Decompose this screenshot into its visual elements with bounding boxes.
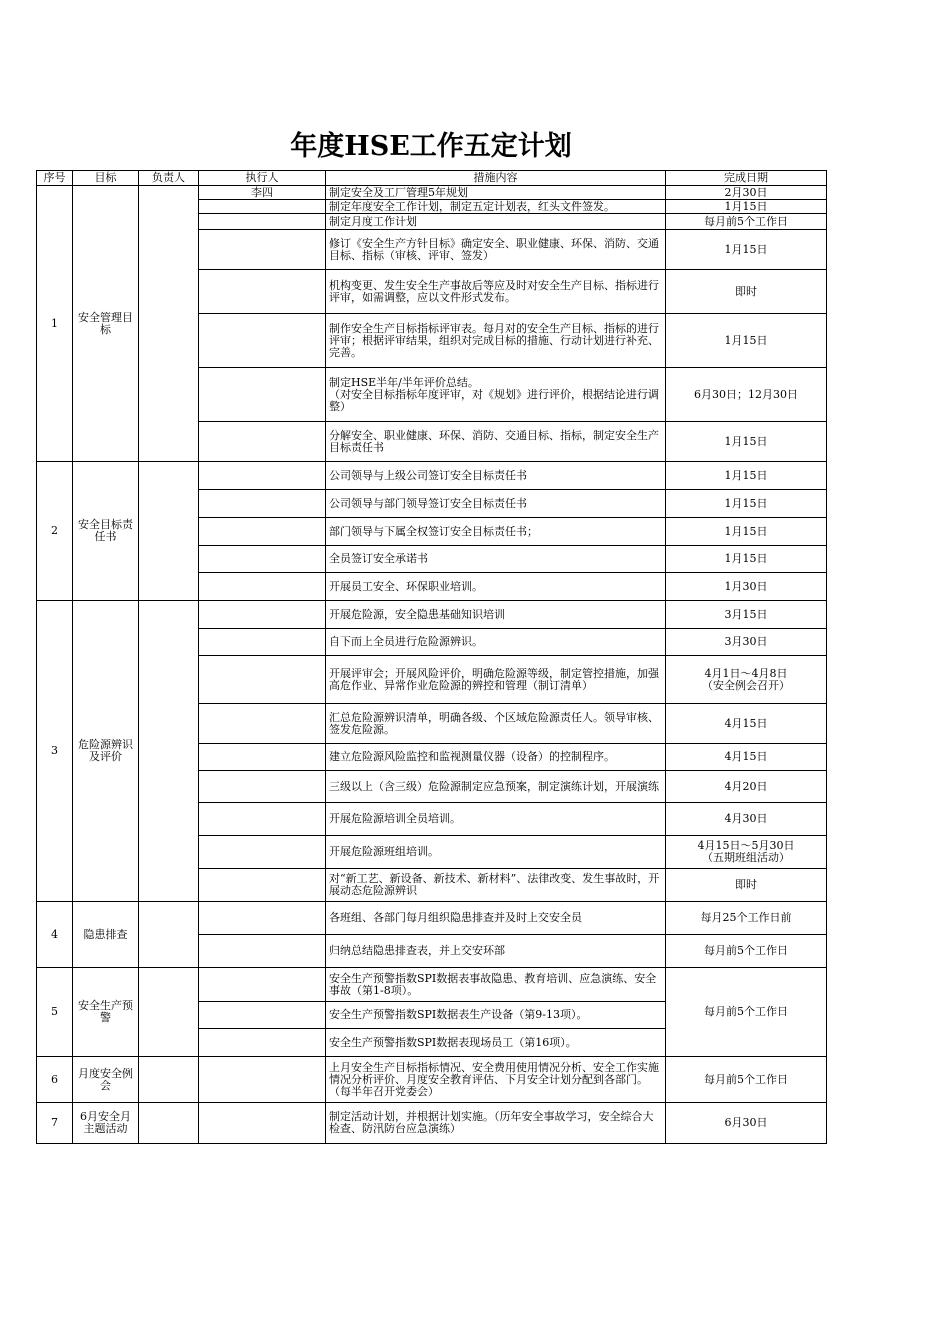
group-goal: 危险源辨识及评价 bbox=[73, 601, 139, 902]
executor-cell bbox=[199, 836, 326, 869]
measure-cell: 机构变更、发生安全生产事故后等应及时对安全生产目标、指标进行评审，如需调整，应以文件形式发布。 bbox=[326, 270, 666, 314]
executor-cell bbox=[199, 1103, 326, 1144]
executor-cell bbox=[199, 803, 326, 836]
executor-cell bbox=[199, 214, 326, 230]
measure-cell: 安全生产预警指数SPI数据表事故隐患、教育培训、应急演练、安全事故（第1-8项）。 bbox=[326, 968, 666, 1002]
executor-cell bbox=[199, 744, 326, 771]
group-goal: 安全生产预警 bbox=[73, 968, 139, 1057]
group-goal: 月度安全例会 bbox=[73, 1057, 139, 1103]
col-header-executor: 执行人 bbox=[199, 171, 326, 186]
date-cell: 1月15日 bbox=[666, 490, 827, 518]
group-goal: 6月安全月主题活动 bbox=[73, 1103, 139, 1144]
measure-cell: 制定年度安全工作计划，制定五定计划表，红头文件签发。 bbox=[326, 200, 666, 214]
date-cell: 每月25个工作日前 bbox=[666, 902, 827, 935]
date-cell: 1月15日 bbox=[666, 518, 827, 546]
date-cell: 6月30日 bbox=[666, 1103, 827, 1144]
date-cell: 即时 bbox=[666, 869, 827, 902]
executor-cell bbox=[199, 1029, 326, 1057]
measure-cell: 三级以上（含三级）危险源制定应急预案，制定演练计划，开展演练 bbox=[326, 771, 666, 803]
measure-cell: 制定月度工作计划 bbox=[326, 214, 666, 230]
measure-cell: 自下而上全员进行危险源辨识。 bbox=[326, 629, 666, 656]
date-cell: 4月15日～5月30日 （五期班组活动） bbox=[666, 836, 827, 869]
executor-cell bbox=[199, 771, 326, 803]
group-owner bbox=[139, 601, 199, 902]
executor-cell bbox=[199, 546, 326, 573]
date-cell: 4月1日～4月8日 （安全例会召开） bbox=[666, 656, 827, 704]
executor-cell bbox=[199, 518, 326, 546]
executor-cell bbox=[199, 422, 326, 462]
date-cell: 4月30日 bbox=[666, 803, 827, 836]
date-cell: 4月20日 bbox=[666, 771, 827, 803]
executor-cell bbox=[199, 462, 326, 490]
group-number: 3 bbox=[37, 601, 73, 902]
measure-cell: 安全生产预警指数SPI数据表现场员工（第16项）。 bbox=[326, 1029, 666, 1057]
group-number: 7 bbox=[37, 1103, 73, 1144]
measure-cell: 上月安全生产目标指标情况、安全费用使用情况分析、安全工作实施情况分析评价、月度安全教育评估、下月安全计划分配到各部门。（每半年召开党委会） bbox=[326, 1057, 666, 1103]
measure-cell: 建立危险源风险监控和监视测量仪器（设备）的控制程序。 bbox=[326, 744, 666, 771]
date-cell: 3月30日 bbox=[666, 629, 827, 656]
measure-cell: 公司领导与上级公司签订安全目标责任书 bbox=[326, 462, 666, 490]
executor-cell: 李四 bbox=[199, 186, 326, 200]
measure-cell: 开展危险源培训全员培训。 bbox=[326, 803, 666, 836]
date-cell: 1月15日 bbox=[666, 200, 827, 214]
measure-cell: 全员签订安全承诺书 bbox=[326, 546, 666, 573]
group-owner bbox=[139, 902, 199, 968]
executor-cell bbox=[199, 368, 326, 422]
group-owner bbox=[139, 968, 199, 1057]
group-number: 4 bbox=[37, 902, 73, 968]
table-row bbox=[37, 1103, 827, 1144]
table-row bbox=[37, 462, 827, 490]
executor-cell bbox=[199, 902, 326, 935]
date-cell: 6月30日；12月30日 bbox=[666, 368, 827, 422]
date-cell: 每月前5个工作日 bbox=[666, 935, 827, 968]
date-cell: 1月15日 bbox=[666, 314, 827, 368]
col-header-measure: 措施内容 bbox=[326, 171, 666, 186]
date-cell: 1月15日 bbox=[666, 462, 827, 490]
date-cell: 每月前5个工作日 bbox=[666, 968, 827, 1057]
col-header-date: 完成日期 bbox=[666, 171, 827, 186]
executor-cell bbox=[199, 935, 326, 968]
group-goal: 安全管理目标 bbox=[73, 186, 139, 462]
executor-cell bbox=[199, 270, 326, 314]
executor-cell bbox=[199, 869, 326, 902]
group-owner bbox=[139, 462, 199, 601]
date-cell: 1月30日 bbox=[666, 573, 827, 601]
measure-cell: 制定HSE半年/半年评价总结。 （对安全目标指标年度评审，对《规划》进行评价，根据结论进行调整） bbox=[326, 368, 666, 422]
measure-cell: 开展危险源班组培训。 bbox=[326, 836, 666, 869]
table-row bbox=[37, 601, 827, 629]
date-cell: 1月15日 bbox=[666, 230, 827, 270]
executor-cell bbox=[199, 656, 326, 704]
executor-cell bbox=[199, 230, 326, 270]
group-number: 2 bbox=[37, 462, 73, 601]
measure-cell: 开展员工安全、环保职业培训。 bbox=[326, 573, 666, 601]
date-cell: 1月15日 bbox=[666, 546, 827, 573]
measure-cell: 制定活动计划，并根据计划实施。（历年安全事故学习，安全综合大检查、防汛防台应急演练） bbox=[326, 1103, 666, 1144]
executor-cell bbox=[199, 490, 326, 518]
col-header-goal: 目标 bbox=[73, 171, 139, 186]
measure-cell: 归纳总结隐患排查表，并上交安环部 bbox=[326, 935, 666, 968]
table-header-row bbox=[37, 171, 827, 186]
date-cell: 3月15日 bbox=[666, 601, 827, 629]
measure-cell: 对“新工艺、新设备、新技术、新材料”、法律改变、发生事故时，开展动态危险源辨识 bbox=[326, 869, 666, 902]
group-owner bbox=[139, 186, 199, 462]
plan-body bbox=[37, 186, 827, 1144]
table-row bbox=[37, 1057, 827, 1103]
executor-cell bbox=[199, 573, 326, 601]
executor-cell bbox=[199, 1057, 326, 1103]
executor-cell bbox=[199, 314, 326, 368]
date-cell: 即时 bbox=[666, 270, 827, 314]
date-cell: 4月15日 bbox=[666, 704, 827, 744]
group-number: 1 bbox=[37, 186, 73, 462]
group-number: 6 bbox=[37, 1057, 73, 1103]
col-header-no: 序号 bbox=[37, 171, 73, 186]
executor-cell bbox=[199, 968, 326, 1002]
measure-cell: 修订《安全生产方针目标》确定安全、职业健康、环保、消防、交通目标、指标（审核、评审、签发） bbox=[326, 230, 666, 270]
measure-cell: 开展评审会；开展风险评价，明确危险源等级，制定管控措施，加强高危作业、异常作业危险源的辨控和管理（制订清单） bbox=[326, 656, 666, 704]
page-title: 年度HSE工作五定计划 bbox=[290, 131, 572, 162]
date-cell: 每月前5个工作日 bbox=[666, 214, 827, 230]
col-header-owner: 负责人 bbox=[139, 171, 199, 186]
measure-cell: 制定安全及工厂管理5年规划 bbox=[326, 186, 666, 200]
table-row bbox=[37, 186, 827, 200]
date-cell: 2月30日 bbox=[666, 186, 827, 200]
date-cell: 每月前5个工作日 bbox=[666, 1057, 827, 1103]
table-row bbox=[37, 902, 827, 935]
plan-table bbox=[36, 170, 827, 1144]
group-goal: 安全目标责任书 bbox=[73, 462, 139, 601]
executor-cell bbox=[199, 601, 326, 629]
executor-cell bbox=[199, 200, 326, 214]
date-cell: 1月15日 bbox=[666, 422, 827, 462]
measure-cell: 部门领导与下属全权签订安全目标责任书； bbox=[326, 518, 666, 546]
group-owner bbox=[139, 1103, 199, 1144]
group-owner bbox=[139, 1057, 199, 1103]
measure-cell: 开展危险源，安全隐患基础知识培训 bbox=[326, 601, 666, 629]
executor-cell bbox=[199, 629, 326, 656]
measure-cell: 公司领导与部门领导签订安全目标责任书 bbox=[326, 490, 666, 518]
measure-cell: 分解安全、职业健康、环保、消防、交通目标、指标，制定安全生产目标责任书 bbox=[326, 422, 666, 462]
executor-cell bbox=[199, 1002, 326, 1029]
date-cell: 4月15日 bbox=[666, 744, 827, 771]
measure-cell: 制作安全生产目标指标评审表。每月对的安全生产目标、指标的进行评审；根据评审结果，组织对完成目标的措施、行动计划进行补充、完善。 bbox=[326, 314, 666, 368]
group-goal: 隐患排查 bbox=[73, 902, 139, 968]
table-row bbox=[37, 968, 827, 1002]
measure-cell: 汇总危险源辨识清单，明确各级、个区域危险源责任人。领导审核、签发危险源。 bbox=[326, 704, 666, 744]
executor-cell bbox=[199, 704, 326, 744]
measure-cell: 各班组、各部门每月组织隐患排查并及时上交安全员 bbox=[326, 902, 666, 935]
measure-cell: 安全生产预警指数SPI数据表生产设备（第9-13项）。 bbox=[326, 1002, 666, 1029]
group-number: 5 bbox=[37, 968, 73, 1057]
